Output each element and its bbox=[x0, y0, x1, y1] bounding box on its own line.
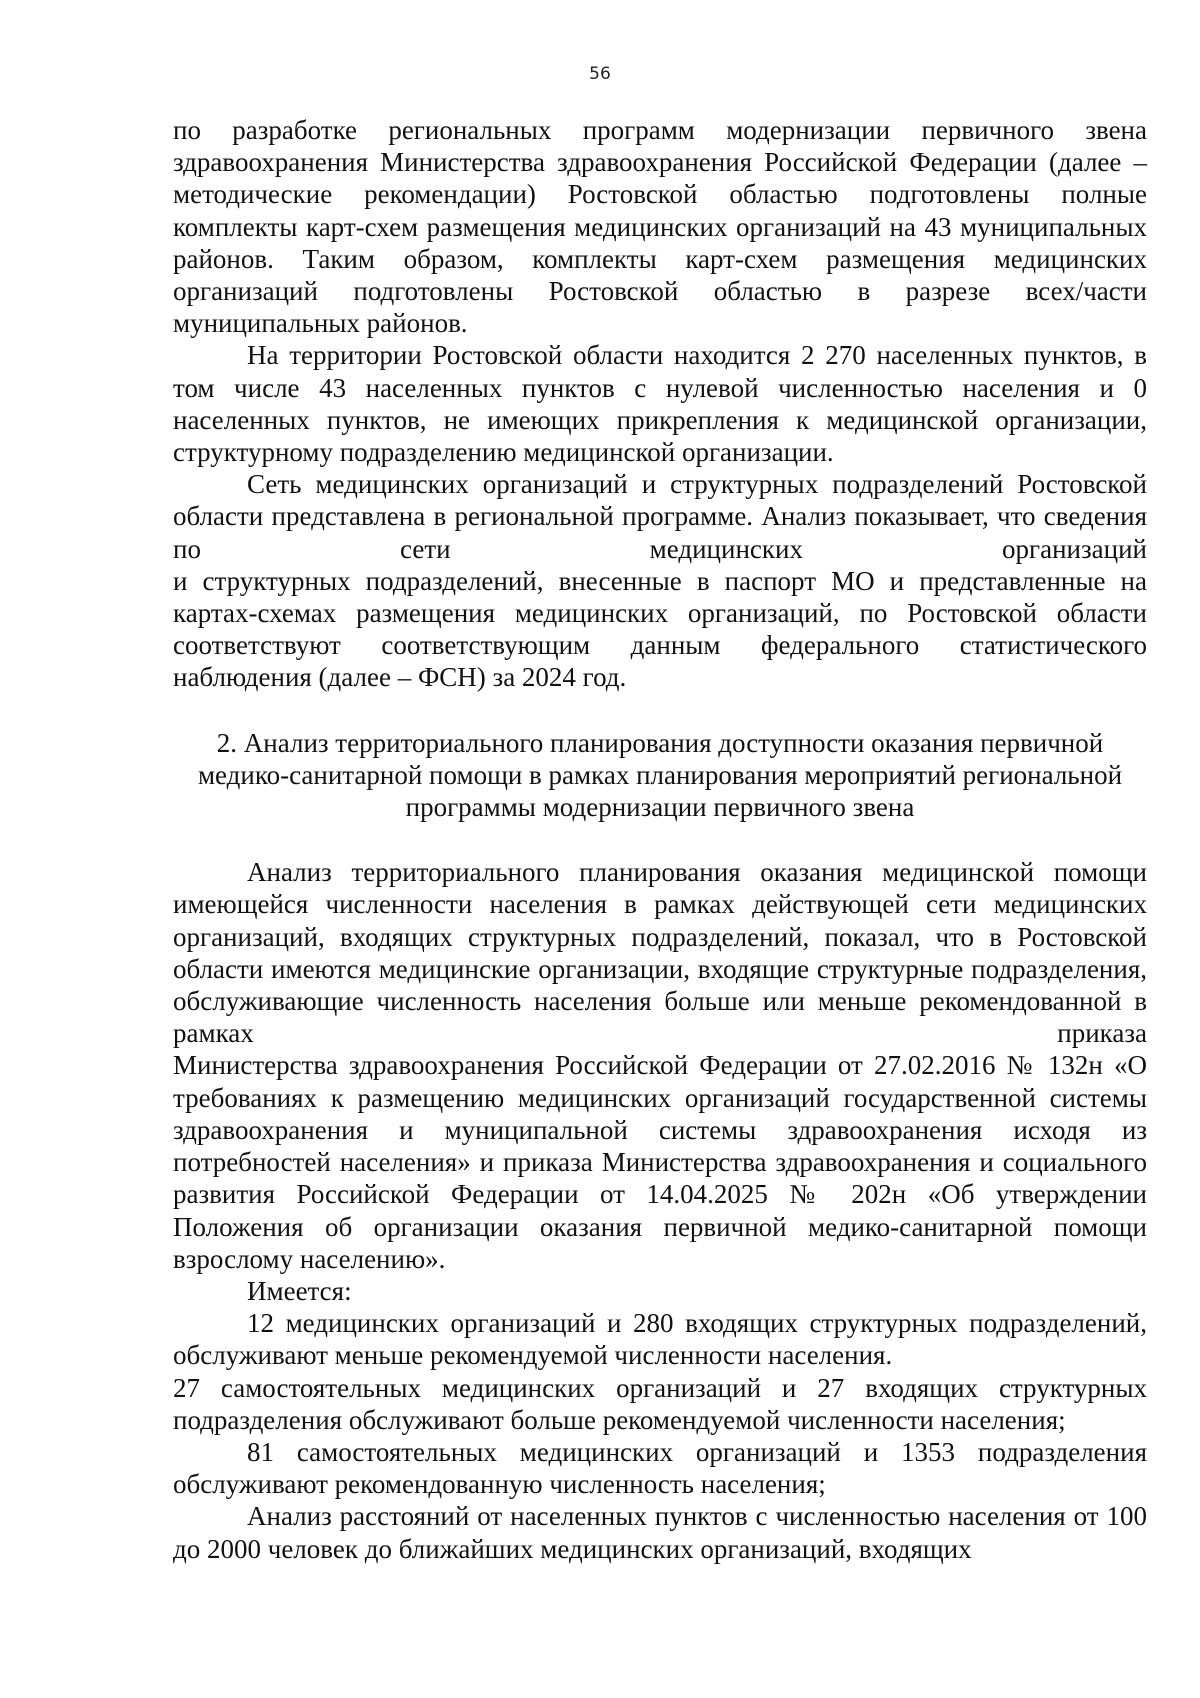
list-paragraph: 12 медицинских организаций и 280 входящих структурных подразделений, обслуживают меньше рекомендуемой численности населения. bbox=[173, 1308, 1147, 1371]
paragraph: Анализ расстояний от населенных пунктов с численностью населения от 100 до 2000 человек до ближайших медицинских организаций, входящих bbox=[173, 1501, 1147, 1564]
page-number: 56 bbox=[589, 64, 611, 84]
paragraph: Министерства здравоохранения Российской Федерации от 27.02.2016 № 132н «О требованиях к размещению медицинских организаций государственной системы здравоохранения и муниципальной системы здравоохранения исходя из потребностей населения» и приказа Министерства здравоохранения и социального развития Российской Федерации от 14.04.2025 № 202н «Об утверждении Положения об организации оказания первичной медико-санитарной помощи взрослому населению». bbox=[173, 1050, 1147, 1274]
paragraph: Имеется: bbox=[247, 1275, 352, 1306]
list-paragraph: 27 самостоятельных медицинских организаций и 27 входящих структурных подразделения обслуживают больше рекомендуемой численности населения; bbox=[173, 1372, 1147, 1435]
paragraph: Анализ территориального планирования оказания медицинской помощи имеющейся численности населения в рамках действующей сети медицинских организаций, входящих структурных подразделений, показал, что в Ростовской области имеются медицинские организации, входящие структурные подразделения, обслуживающие численность населения больше или меньше рекомендованной в рамках приказа bbox=[173, 857, 1147, 1049]
paragraph: по разработке региональных программ модернизации первичного звена здравоохранения Министерства здравоохранения Российской Федерации (далее – методические рекомендации) Ростовской областью подготовлены полные комплекты карт-схем размещения медицинских организаций на 43 муниципальных районов. Таким образом, комплекты карт-схем размещения медицинских организаций подготовлены Ростовской областью в разрезе всех/части муниципальных районов. bbox=[173, 115, 1147, 339]
paragraph: и структурных подразделений, внесенные в паспорт МО и представленные на картах-схемах размещения медицинских организаций, по Ростовской области соответствуют соответствующим данным федерального статистического наблюдения (далее – ФСН) за 2024 год. bbox=[173, 565, 1147, 693]
document-body bbox=[173, 114, 1147, 1565]
list-paragraph: 81 самостоятельных медицинских организаций и 1353 подразделения обслуживают рекомендованную численность населения; bbox=[173, 1436, 1147, 1500]
section-heading: 2. Анализ территориального планирования доступности оказания первичной медико-санитарной помощи в рамках планирования мероприятий региональной программы модернизации первичного звена bbox=[197, 727, 1123, 823]
paragraph: Сеть медицинских организаций и структурных подразделений Ростовской области представлена в региональной программе. Анализ показывает, что сведения по сети медицинских организаций bbox=[173, 469, 1147, 564]
paragraph: На территории Ростовской области находится 2 270 населенных пунктов, в том числе 43 населенных пунктов с нулевой численностью населения и 0 населенных пунктов, не имеющих прикрепления к медицинской организации, структурному подразделению медицинской организации. bbox=[173, 340, 1147, 468]
